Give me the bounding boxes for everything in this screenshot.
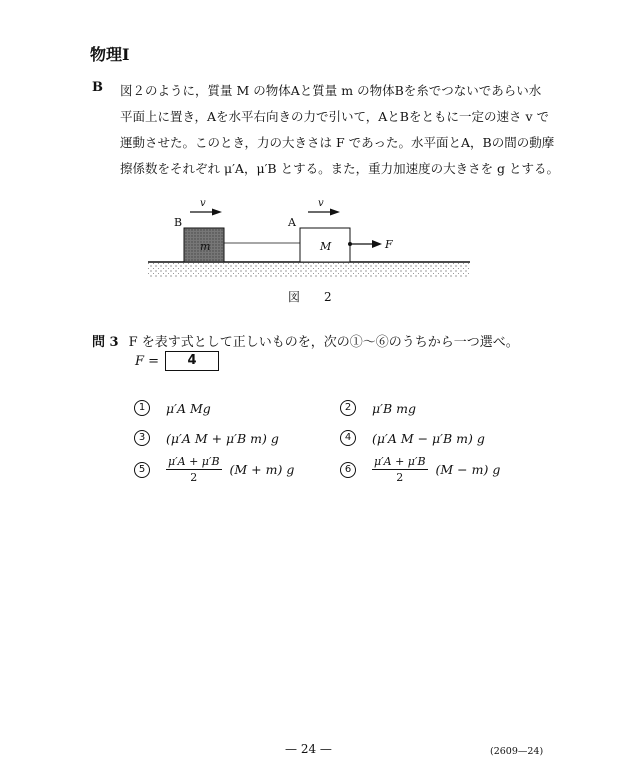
answer-row bbox=[135, 351, 219, 371]
question-text: F を表す式として正しいものを，次の①～⑥のうちから一つ選べ。 bbox=[128, 335, 519, 350]
mass-b-label: m bbox=[200, 240, 211, 253]
option-expression: (μ′A M − μ′B m) g bbox=[372, 430, 485, 446]
option-expression: μ′B mg bbox=[372, 400, 416, 416]
option-5[interactable] bbox=[134, 455, 294, 484]
velocity-b-arrowhead bbox=[212, 209, 222, 216]
label-b: B bbox=[174, 216, 183, 229]
option-1[interactable] bbox=[134, 400, 211, 416]
problem-paragraph bbox=[120, 78, 560, 182]
option-number-circle: 3 bbox=[134, 430, 150, 446]
question-number: 問 3 bbox=[92, 335, 119, 350]
velocity-a-label: v bbox=[318, 198, 324, 209]
option-number-circle: 4 bbox=[340, 430, 356, 446]
fraction-numerator: μ′A + μ′B bbox=[374, 455, 426, 468]
figure-2-diagram bbox=[140, 190, 480, 282]
option-number-circle: 1 bbox=[134, 400, 150, 416]
ground-surface bbox=[148, 262, 470, 278]
paragraph-line: 運動させた。このとき，力の大きさは F であった。水平面とA，Bの間の動摩 bbox=[120, 135, 555, 150]
section-label: B bbox=[92, 80, 103, 95]
option-number-circle: 6 bbox=[340, 462, 356, 478]
fraction-numerator: μ′A + μ′B bbox=[168, 455, 220, 468]
option-expression: μ′A Mg bbox=[166, 400, 211, 416]
question-line bbox=[92, 331, 519, 350]
option-expression: (M + m) g bbox=[229, 462, 295, 477]
fraction-denominator: 2 bbox=[190, 471, 198, 484]
option-fraction bbox=[372, 455, 428, 484]
option-number-circle: 5 bbox=[134, 462, 150, 478]
force-arrowhead bbox=[372, 240, 382, 248]
paragraph-line: 図２のように，質量 M の物体Aと質量 m の物体Bを糸でつないであらい水 bbox=[120, 83, 542, 98]
force-label: F bbox=[385, 238, 393, 251]
velocity-b-label: v bbox=[200, 198, 206, 209]
option-3[interactable] bbox=[134, 430, 279, 446]
velocity-a-arrowhead bbox=[330, 209, 340, 216]
option-expression: (μ′A M + μ′B m) g bbox=[166, 430, 279, 446]
mass-a-label: M bbox=[320, 240, 332, 253]
figure-caption: 図 2 bbox=[288, 290, 338, 304]
option-number-circle: 2 bbox=[340, 400, 356, 416]
option-4[interactable] bbox=[340, 430, 485, 446]
option-6[interactable] bbox=[340, 455, 500, 484]
option-expression: (M − m) g bbox=[435, 462, 501, 477]
subject-title: 物理Ⅰ bbox=[90, 45, 130, 64]
document-code: (2609—24) bbox=[490, 746, 544, 757]
page-number: — 24 — bbox=[285, 742, 332, 756]
fraction-denominator: 2 bbox=[396, 471, 404, 484]
paragraph-line: 擦係数をそれぞれ μ′A，μ′B とする。また，重力加速度の大きさを g とする。 bbox=[120, 161, 560, 176]
answer-prefix: F = bbox=[135, 353, 160, 369]
label-a: A bbox=[288, 216, 296, 229]
option-2[interactable] bbox=[340, 400, 416, 416]
option-fraction bbox=[166, 455, 222, 484]
answer-box[interactable]: 4 bbox=[165, 351, 219, 371]
paragraph-line: 平面上に置き，Aを水平右向きの力で引いて，AとBをともに一定の速さ v で bbox=[120, 109, 549, 124]
